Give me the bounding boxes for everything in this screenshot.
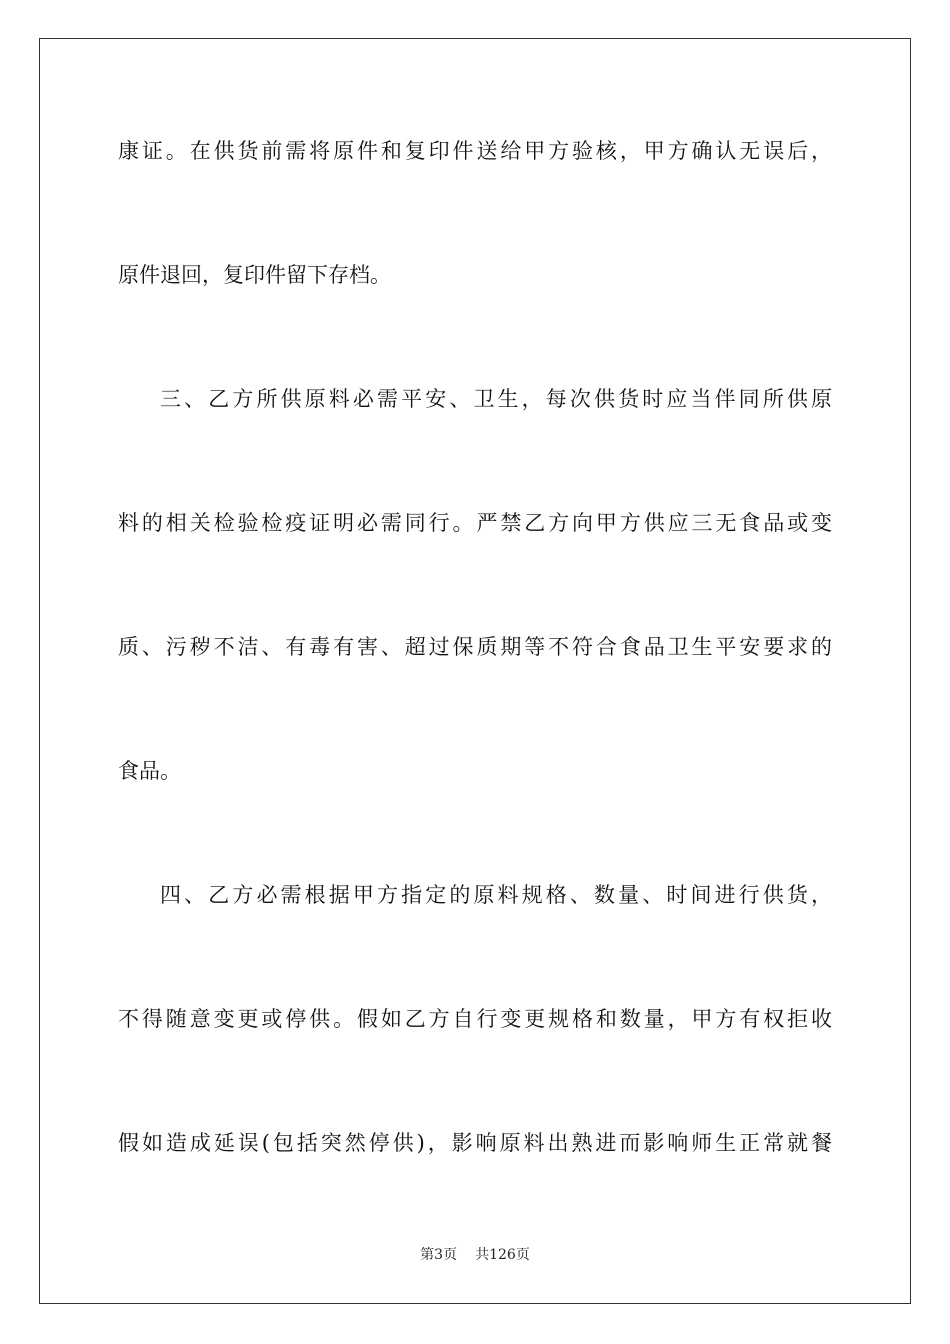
text-line: 不得随意变更或停供。假如乙方自行变更规格和数量，甲方有权拒收 [118, 1007, 832, 1031]
page-frame [39, 38, 911, 1304]
text-line: 康证。在供货前需将原件和复印件送给甲方验核，甲方确认无误后， [118, 139, 832, 163]
page-total: 共126页 [475, 1247, 530, 1263]
paragraph-start-line: 三、乙方所供原料必需平安、卫生，每次供货时应当伴同所供原 [160, 387, 832, 411]
text-line: 假如造成延误(包括突然停供)，影响原料出熟进而影响师生正常就餐 [118, 1131, 832, 1155]
page-number: 第3页 [420, 1247, 458, 1263]
text-line: 料的相关检验检疫证明必需同行。严禁乙方向甲方供应三无食品或变 [118, 511, 832, 535]
page-footer [0, 1244, 950, 1266]
paragraph-start-line: 四、乙方必需根据甲方指定的原料规格、数量、时间进行供货， [160, 883, 832, 907]
text-line: 食品。 [118, 759, 181, 783]
text-line: 原件退回，复印件留下存档。 [118, 263, 391, 287]
text-line: 质、污秽不洁、有毒有害、超过保质期等不符合食品卫生平安要求的 [118, 635, 832, 659]
